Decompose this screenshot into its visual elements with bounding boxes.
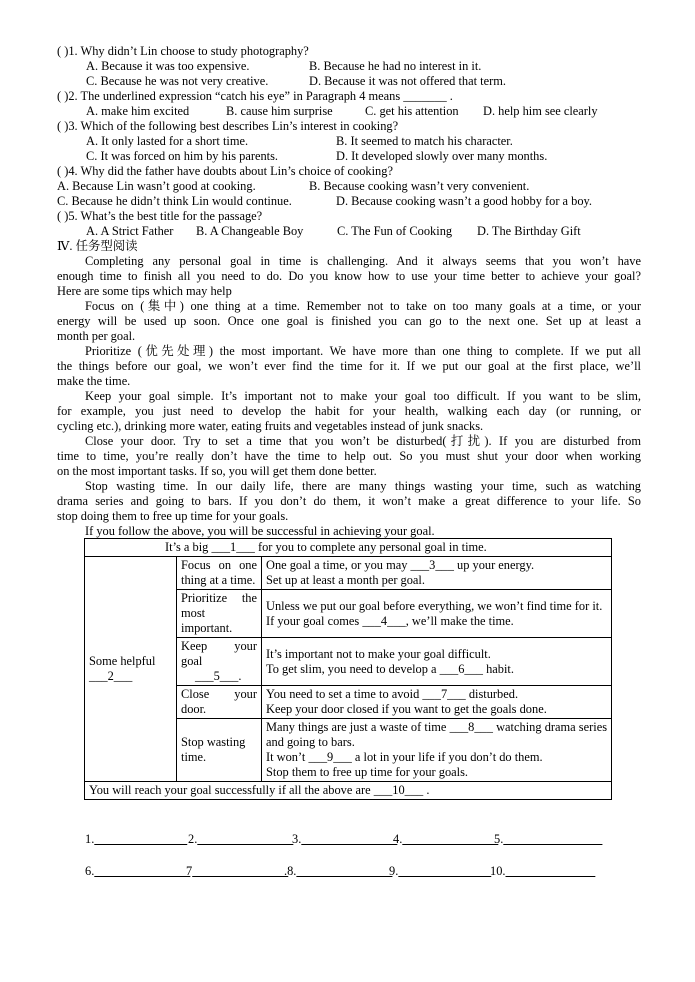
paragraph-1-line-1: Completing any personal goal in time is challenging. And it always seems that you won’t have (85, 254, 641, 268)
blank-9: ___9___ (308, 750, 352, 764)
question-2-blank: _______ (403, 89, 447, 103)
blank-2: ___2___ (89, 669, 133, 683)
answer-slot-6[interactable]: 6. (85, 864, 190, 879)
question-4-option-d: D. Because cooking wasn’t a good hobby for a boy. (336, 194, 593, 208)
detail-cell-1: One goal a time, or you may ___3___ up your energy. Set up at least a month per goal. (262, 557, 612, 590)
answer-line (94, 832, 187, 846)
paragraph-6-line-3: stop doing them to free up time for your goals. (57, 509, 289, 523)
tip-cell-1: Focus on one thing at a time. (177, 557, 262, 590)
blank-4: ___4___ (362, 613, 406, 628)
question-2-option-a: A. make him excited (86, 104, 190, 118)
question-5-stem: ( )5. What’s the best title for the passage? (57, 209, 263, 223)
question-2-option-d: D. help him see clearly (483, 104, 598, 118)
question-2-stem (57, 89, 453, 104)
table-row (85, 557, 612, 590)
answer-line (506, 864, 596, 878)
paragraph-6-line-2: drama series and going to bars. If you don’t do them, it won’t make a great difference to your life. So (57, 494, 641, 508)
answer-slot-4[interactable]: 4. (393, 832, 498, 847)
paragraph-1-line-3: Here are some tips which may help (57, 284, 232, 298)
answer-slot-2[interactable]: 2. (188, 832, 293, 847)
paragraph-5-line-3: on the most important tasks. If so, you will get them done better. (57, 464, 377, 478)
question-1-option-b: B. Because he had no interest in it. (309, 59, 482, 73)
paragraph-7: If you follow the above, you will be successful in achieving your goal. (85, 524, 435, 538)
question-2-option-c: C. get his attention (365, 104, 459, 118)
paragraph-3-line-1: Prioritize (优先处理) the most important. We have more than one thing to complete. If we put all (85, 344, 641, 358)
detail-cell-3: It’s important not to make your goal difficult. To get slim, you need to develop a ___6___ habit. (262, 638, 612, 686)
blank-8: ___8___ (449, 720, 493, 734)
answer-line (296, 864, 392, 878)
question-2-stem-text: ( )2. The underlined expression “catch his eye” in Paragraph 4 means (57, 89, 401, 103)
paragraph-5-line-2: time to time, you’re really don’t have the time to help out. So you must shut your door when working (57, 449, 641, 463)
question-3-option-b: B. It seemed to match his character. (336, 134, 513, 148)
question-4-option-b: B. Because cooking wasn’t very convenient. (309, 179, 530, 193)
question-1-option-a: A. Because it was too expensive. (86, 59, 250, 73)
paragraph-5-line-1: Close your door. Try to set a time that you won’t be disturbed(打扰). If you are disturbed from (85, 434, 641, 448)
section-heading: Ⅳ. 任务型阅读 (57, 239, 138, 253)
paragraph-2-line-2: energy will be used up soon. Once one goal is finished you can go to the next one. Set up at least a (57, 314, 641, 328)
paragraph-1-line-2: enough time to finish all you need to do. Do you know how to use your time better to achieve your goal? (57, 269, 641, 283)
blank-3: ___3___ (410, 558, 454, 572)
paragraph-2-line-3: month per goal. (57, 329, 136, 343)
question-1-option-d: D. Because it was not offered that term. (309, 74, 506, 88)
detail-cell-5: Many things are just a waste of time ___8___ watching drama series and going to bars. It won’t ___9___ a lot in your life if you don’t do them. Stop them to free up time for your goals. (262, 719, 612, 782)
blank-6: ___6___ (439, 661, 483, 676)
paragraph-3-line-3: make the time. (57, 374, 131, 388)
blank-1: ___1___ (211, 540, 255, 554)
detail-cell-2: Unless we put our goal before everything, we won’t find time for it. If your goal comes ___4___, we’ll make the time. (262, 590, 612, 638)
table-footer-row (85, 782, 612, 800)
blank-10: ___10___ (373, 783, 424, 797)
paragraph-4-line-2: for example, you just need to develop the habit for your health, walking each day (or running, or (57, 404, 641, 418)
answer-slot-8[interactable]: .8. (284, 864, 392, 879)
answer-slot-5[interactable]: 5. (494, 832, 602, 847)
answer-line (192, 864, 288, 878)
answer-line (402, 832, 498, 846)
answer-slot-1[interactable]: 1. (85, 832, 187, 847)
answer-slot-7[interactable]: 7 (186, 864, 288, 879)
blank-5: ___5___ (195, 669, 239, 683)
blank-7: ___7___ (422, 687, 466, 701)
table-header-row (85, 539, 612, 557)
question-4-option-a: A. Because Lin wasn’t good at cooking. (57, 179, 256, 193)
question-1-option-c: C. Because he was not very creative. (86, 74, 269, 88)
question-3-option-a: A. It only lasted for a short time. (86, 134, 249, 148)
answer-line (503, 832, 602, 846)
group-label-cell: Some helpful ___2___ (85, 557, 177, 782)
question-5-option-d: D. The Birthday Gift (477, 224, 581, 238)
question-2-tail: . (449, 89, 453, 103)
answer-line (398, 864, 491, 878)
question-1-stem: ( )1. Why didn’t Lin choose to study photography? (57, 44, 309, 58)
question-3-option-c: C. It was forced on him by his parents. (86, 149, 279, 163)
answer-slot-9[interactable]: 9. (389, 864, 491, 879)
question-3-option-d: D. It developed slowly over many months. (336, 149, 548, 163)
paragraph-2-line-1: Focus on (集中) one thing at a time. Remember not to take on too many goals at a time, or your (85, 299, 641, 313)
paragraph-6-line-1: Stop wasting time. In our daily life, there are many things wasting your time, such as watching (85, 479, 641, 493)
table-footer-cell: You will reach your goal successfully if all the above are ___10___ . (85, 782, 612, 800)
question-5-option-a: A. A Strict Father (86, 224, 174, 238)
answer-slot-3[interactable]: 3. (292, 832, 397, 847)
question-4-option-c: C. Because he didn’t think Lin would continue. (57, 194, 292, 208)
question-5-option-b: B. A Changeable Boy (196, 224, 304, 238)
answer-slot-10[interactable]: 10. (490, 864, 595, 879)
question-3-stem: ( )3. Which of the following best describes Lin’s interest in cooking? (57, 119, 399, 133)
tip-cell-4: Close your door. (177, 686, 262, 719)
answer-line (301, 832, 397, 846)
question-2-option-b: B. cause him surprise (226, 104, 333, 118)
answer-line (197, 832, 293, 846)
tip-cell-3: Keep your goal ___5___. (177, 638, 262, 686)
tip-cell-5: Stop wasting time. (177, 719, 262, 782)
table-header-cell: It’s a big ___1___ for you to complete any personal goal in time. (85, 539, 612, 557)
paragraph-4-line-1: Keep your goal simple. It’s important not to make your goal too difficult. If you want to be slim, (85, 389, 641, 403)
paragraph-3-line-2: the things before our goal, we won’t ever find the time for it. If we put our goal at the first place, we’ll (57, 359, 641, 373)
question-5-option-c: C. The Fun of Cooking (337, 224, 453, 238)
question-4-stem: ( )4. Why did the father have doubts about Lin’s choice of cooking? (57, 164, 393, 178)
task-table (84, 538, 612, 800)
answer-line (94, 864, 190, 878)
detail-cell-4: You need to set a time to avoid ___7___ disturbed. Keep your door closed if you want to get the goals done. (262, 686, 612, 719)
paragraph-4-line-3: cycling etc.), drinking more water, eating fruits and vegetables instead of junk snacks. (57, 419, 484, 433)
tip-cell-2: Prioritize the most important. (177, 590, 262, 638)
